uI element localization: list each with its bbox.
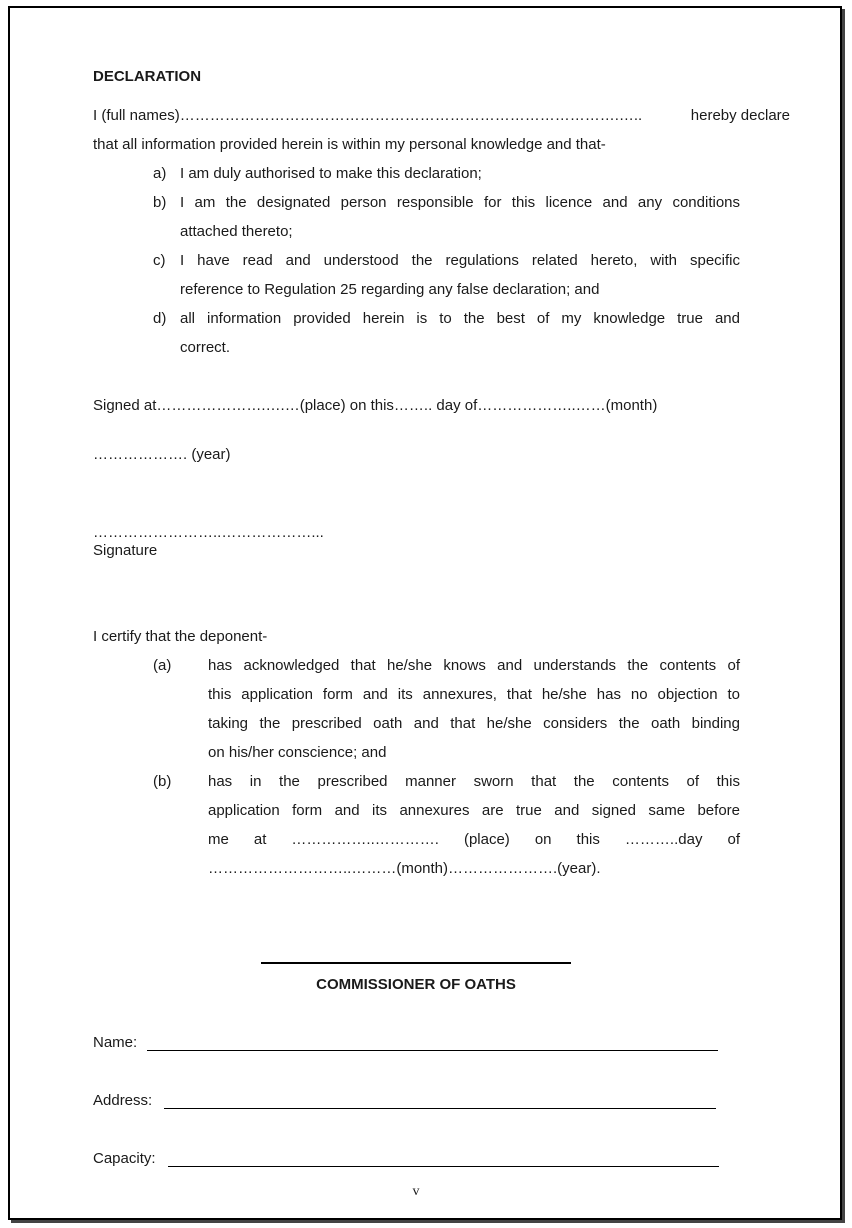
item-b-line1: I am the designated person responsible for this licence and any conditions [180, 194, 740, 211]
full-names-blank: I (full names)…………………………………………………………………………….….. [93, 107, 643, 124]
cert-b-line1: has in the prescribed manner sworn that the contents of this [208, 773, 740, 790]
address-label: Address: [93, 1092, 153, 1109]
name-field-line[interactable] [147, 1050, 718, 1051]
item-a-text: I am duly authorised to make this declaration; [180, 165, 482, 182]
certify-intro: I certify that the deponent- [93, 628, 268, 645]
cert-b-line3: me at ……………..…………. (place) on this ………..day of [208, 831, 740, 848]
cert-marker-b: (b) [153, 773, 172, 790]
commissioner-signature-rule [261, 962, 571, 964]
capacity-field-line[interactable] [168, 1166, 719, 1167]
cert-b-line4: ………………………..………(month)………………….(year). [208, 860, 601, 877]
name-label: Name: [93, 1034, 138, 1051]
full-names-line [93, 107, 790, 124]
cert-marker-a: (a) [153, 657, 172, 674]
cert-a-line3: taking the prescribed oath and that he/she considers the oath binding [208, 715, 740, 732]
page-number: v [412, 1184, 420, 1199]
item-marker-a: a) [153, 165, 167, 182]
item-marker-d: d) [153, 310, 167, 327]
cert-a-line1: has acknowledged that he/she knows and understands the contents of [208, 657, 740, 674]
declaration-heading: DECLARATION [93, 68, 202, 85]
signed-at-line: Signed at………………….….…(place) on this…….. day of………………..……(month) [93, 397, 658, 414]
hereby-declare-text: hereby declare [690, 107, 790, 124]
item-b-line2: attached thereto; [180, 223, 293, 240]
document-page [8, 6, 842, 1220]
year-line: ………………. (year) [93, 446, 231, 463]
item-d-line1: all information provided herein is to the best of my knowledge true and [180, 310, 740, 327]
signature-label: Signature [93, 542, 158, 559]
capacity-label: Capacity: [93, 1150, 156, 1167]
item-c-line1: I have read and understood the regulations related hereto, with specific [180, 252, 740, 269]
item-d-line2: correct. [180, 339, 231, 356]
item-marker-b: b) [153, 194, 167, 211]
commissioner-title: COMMISSIONER OF OATHS [316, 976, 516, 993]
cert-b-line2: application form and its annexures are true and signed same before [208, 802, 740, 819]
address-field-line[interactable] [164, 1108, 716, 1109]
cert-a-line2: this application form and its annexures, that he/she has no objection to [208, 686, 740, 703]
cert-a-line4: on his/her conscience; and [208, 744, 387, 761]
signature-dots: ……………………..………………... [93, 524, 324, 541]
item-marker-c: c) [153, 252, 166, 269]
declaration-intro: that all information provided herein is within my personal knowledge and that- [93, 136, 606, 153]
item-c-line2: reference to Regulation 25 regarding any false declaration; and [180, 281, 600, 298]
